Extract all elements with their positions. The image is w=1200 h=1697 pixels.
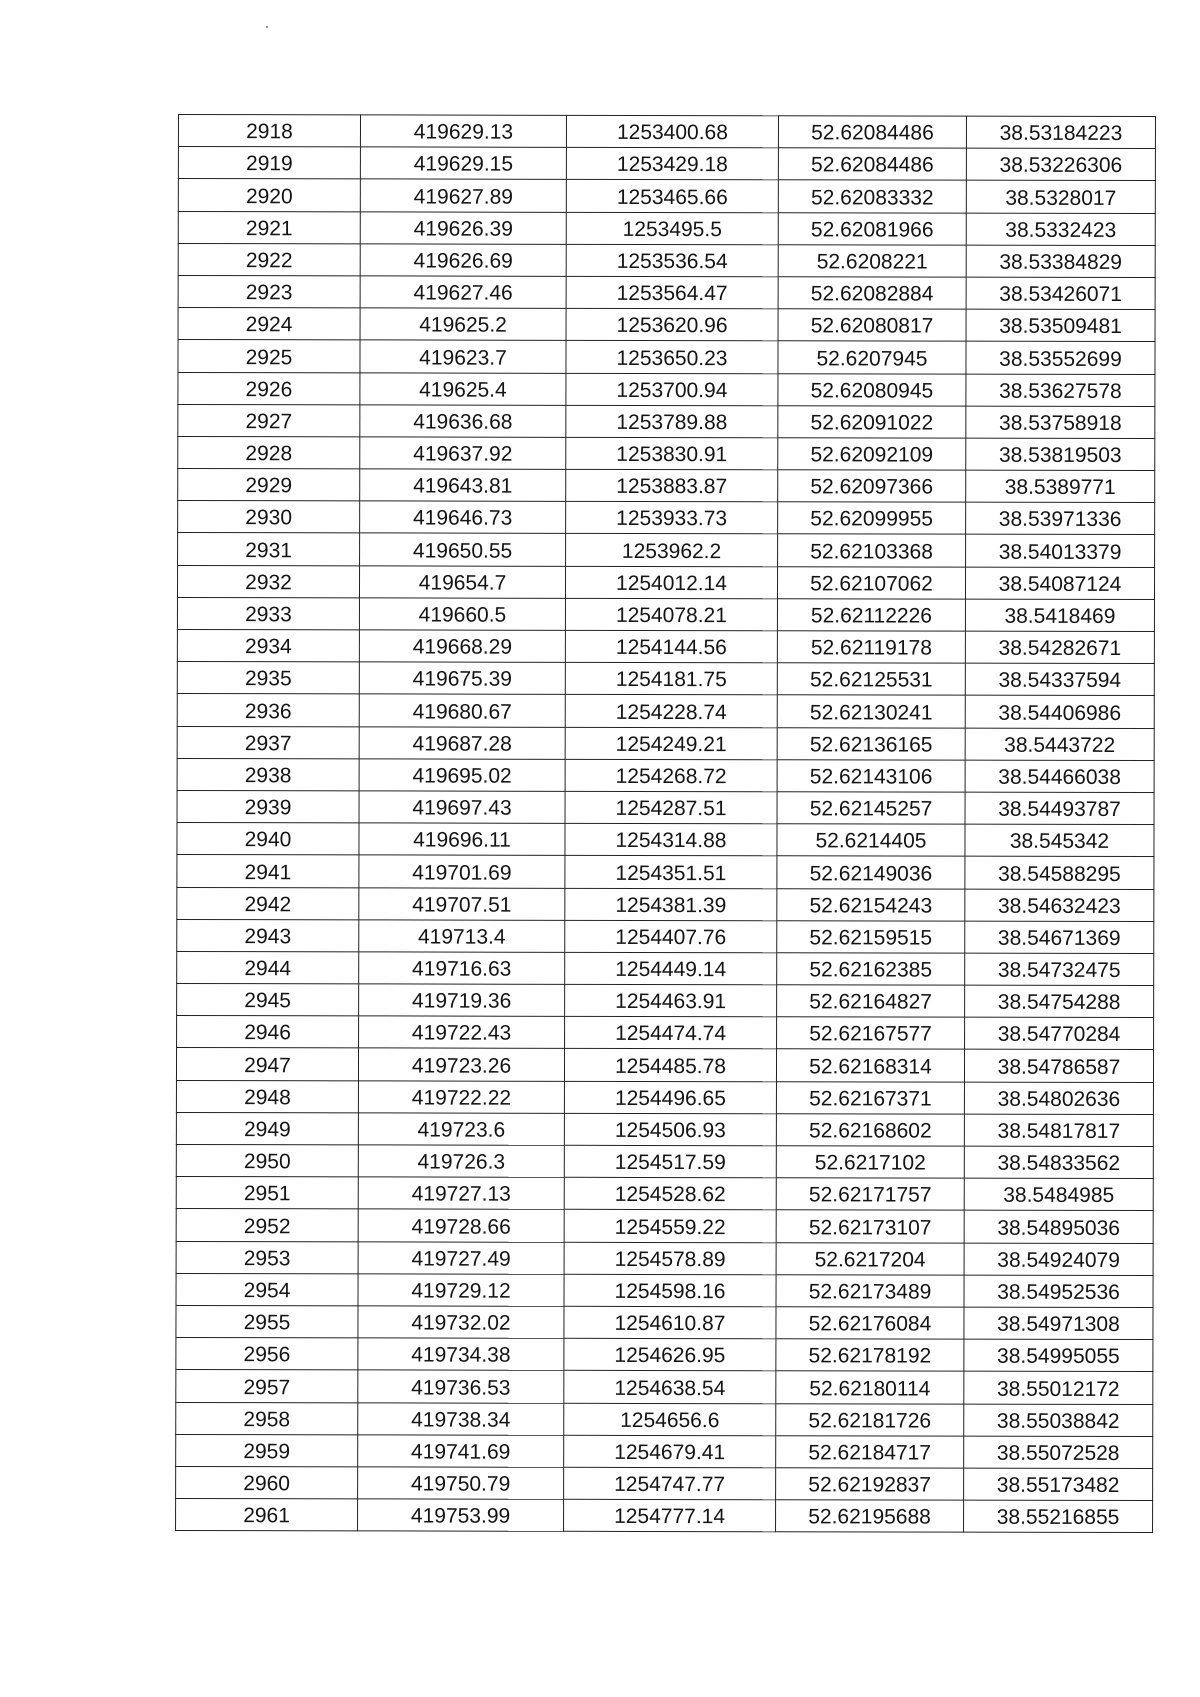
table-row — [177, 1016, 1154, 1050]
latitude-cell: 52.62167371 — [776, 1081, 964, 1114]
y-coordinate-cell: 1254474.74 — [565, 1017, 777, 1050]
point-number-cell: 2961 — [176, 1499, 358, 1532]
point-number-cell: 2952 — [176, 1209, 358, 1242]
x-coordinate-cell: 419680.67 — [359, 694, 565, 727]
table-row — [176, 1241, 1153, 1275]
y-coordinate-cell: 1253465.66 — [566, 180, 778, 213]
y-coordinate-cell: 1254517.59 — [564, 1145, 776, 1178]
y-coordinate-cell: 1254638.54 — [564, 1371, 776, 1404]
point-number-cell: 2937 — [177, 726, 359, 759]
y-coordinate-cell: 1253495.5 — [566, 212, 778, 245]
point-number-cell: 2924 — [178, 308, 360, 341]
point-number-cell: 2929 — [178, 469, 360, 502]
x-coordinate-cell: 419650.55 — [360, 533, 566, 566]
table-row — [176, 1305, 1153, 1339]
x-coordinate-cell: 419637.92 — [360, 437, 566, 470]
table-row — [176, 1402, 1153, 1436]
longitude-cell: 38.54754288 — [965, 985, 1154, 1018]
point-number-cell: 2921 — [178, 211, 360, 244]
x-coordinate-cell: 419722.43 — [359, 1016, 565, 1049]
x-coordinate-cell: 419729.12 — [358, 1274, 564, 1307]
table-row — [177, 629, 1154, 663]
longitude-cell: 38.53971336 — [966, 502, 1155, 535]
longitude-cell: 38.54786587 — [964, 1050, 1153, 1083]
table-row — [176, 1434, 1153, 1468]
x-coordinate-cell: 419660.5 — [359, 598, 565, 631]
x-coordinate-cell: 419741.69 — [358, 1435, 564, 1468]
point-number-cell: 2959 — [176, 1434, 358, 1467]
latitude-cell: 52.62103368 — [778, 534, 966, 567]
longitude-cell: 38.5389771 — [966, 470, 1155, 503]
y-coordinate-cell: 1254407.76 — [565, 920, 777, 953]
latitude-cell: 52.62149036 — [777, 856, 965, 889]
table-row — [176, 1370, 1153, 1404]
y-coordinate-cell: 1254626.95 — [564, 1338, 776, 1371]
latitude-cell: 52.6207945 — [778, 341, 966, 374]
latitude-cell: 52.62084486 — [778, 148, 966, 181]
y-coordinate-cell: 1254656.6 — [564, 1403, 776, 1436]
latitude-cell: 52.62083332 — [778, 180, 966, 213]
y-coordinate-cell: 1254598.16 — [564, 1274, 776, 1307]
latitude-cell: 52.62119178 — [777, 631, 965, 664]
x-coordinate-cell: 419713.4 — [359, 920, 565, 953]
point-number-cell: 2928 — [178, 436, 360, 469]
longitude-cell: 38.53758918 — [966, 406, 1155, 439]
x-coordinate-cell: 419636.68 — [360, 405, 566, 438]
table-row — [178, 179, 1155, 213]
latitude-cell: 52.62080817 — [778, 309, 966, 342]
coordinates-table — [175, 114, 1156, 1533]
table-row — [177, 662, 1154, 696]
latitude-cell: 52.62176084 — [776, 1307, 964, 1340]
longitude-cell: 38.55216855 — [964, 1500, 1153, 1533]
longitude-cell: 38.54895036 — [964, 1211, 1153, 1244]
table-row — [177, 790, 1154, 824]
y-coordinate-cell: 1253400.68 — [566, 115, 778, 148]
latitude-cell: 52.62173489 — [776, 1275, 964, 1308]
latitude-cell: 52.62159515 — [777, 920, 965, 953]
point-number-cell: 2954 — [176, 1273, 358, 1306]
x-coordinate-cell: 419753.99 — [358, 1499, 564, 1532]
point-number-cell: 2953 — [176, 1241, 358, 1274]
x-coordinate-cell: 419627.89 — [360, 179, 566, 212]
x-coordinate-cell: 419646.73 — [360, 501, 566, 534]
point-number-cell: 2940 — [177, 823, 359, 856]
longitude-cell: 38.54087124 — [965, 567, 1154, 600]
latitude-cell: 52.62097366 — [778, 470, 966, 503]
point-number-cell: 2922 — [178, 243, 360, 276]
point-number-cell: 2957 — [176, 1370, 358, 1403]
y-coordinate-cell: 1254747.77 — [564, 1467, 776, 1500]
y-coordinate-cell: 1254610.87 — [564, 1306, 776, 1339]
latitude-cell: 52.62171757 — [776, 1178, 964, 1211]
table-row — [177, 597, 1154, 631]
y-coordinate-cell: 1254578.89 — [564, 1242, 776, 1275]
longitude-cell: 38.54995055 — [964, 1339, 1153, 1372]
y-coordinate-cell: 1254381.39 — [565, 888, 777, 921]
longitude-cell: 38.55173482 — [964, 1468, 1153, 1501]
point-number-cell: 2951 — [176, 1177, 358, 1210]
table-row — [178, 243, 1155, 277]
table-row — [178, 308, 1155, 342]
table-row — [177, 887, 1154, 921]
table-row — [178, 469, 1155, 503]
x-coordinate-cell: 419734.38 — [358, 1338, 564, 1371]
latitude-cell: 52.6217102 — [776, 1146, 964, 1179]
x-coordinate-cell: 419707.51 — [359, 887, 565, 920]
point-number-cell: 2923 — [178, 275, 360, 308]
y-coordinate-cell: 1254314.88 — [565, 823, 777, 856]
table-row — [177, 984, 1154, 1018]
latitude-cell: 52.62099955 — [778, 502, 966, 535]
x-coordinate-cell: 419626.69 — [360, 244, 566, 277]
latitude-cell: 52.62178192 — [776, 1339, 964, 1372]
y-coordinate-cell: 1253620.96 — [566, 308, 778, 341]
y-coordinate-cell: 1253933.73 — [566, 502, 778, 535]
point-number-cell: 2936 — [177, 694, 359, 727]
latitude-cell: 52.62107062 — [777, 566, 965, 599]
coordinates-table-body — [176, 115, 1156, 1533]
table-row — [178, 147, 1155, 181]
point-number-cell: 2941 — [177, 855, 359, 888]
point-number-cell: 2938 — [177, 758, 359, 791]
point-number-cell: 2947 — [176, 1048, 358, 1081]
table-row — [177, 565, 1154, 599]
longitude-cell: 38.54337594 — [965, 663, 1154, 696]
y-coordinate-cell: 1254559.22 — [564, 1210, 776, 1243]
longitude-cell: 38.53426071 — [966, 277, 1155, 310]
latitude-cell: 52.62180114 — [776, 1371, 964, 1404]
y-coordinate-cell: 1254777.14 — [564, 1499, 776, 1532]
point-number-cell: 2960 — [176, 1466, 358, 1499]
latitude-cell: 52.62143106 — [777, 760, 965, 793]
latitude-cell: 52.62181726 — [776, 1403, 964, 1436]
longitude-cell: 38.54671369 — [965, 921, 1154, 954]
table-row — [178, 115, 1155, 149]
x-coordinate-cell: 419695.02 — [359, 759, 565, 792]
y-coordinate-cell: 1253536.54 — [566, 244, 778, 277]
y-coordinate-cell: 1254181.75 — [565, 663, 777, 696]
point-number-cell: 2946 — [177, 1016, 359, 1049]
point-number-cell: 2958 — [176, 1402, 358, 1435]
y-coordinate-cell: 1254506.93 — [564, 1113, 776, 1146]
latitude-cell: 52.62195688 — [776, 1500, 964, 1533]
x-coordinate-cell: 419719.36 — [359, 984, 565, 1017]
point-number-cell: 2944 — [177, 951, 359, 984]
longitude-cell: 38.54833562 — [964, 1146, 1153, 1179]
latitude-cell: 52.62192837 — [776, 1468, 964, 1501]
y-coordinate-cell: 1254679.41 — [564, 1435, 776, 1468]
point-number-cell: 2939 — [177, 790, 359, 823]
point-number-cell: 2956 — [176, 1338, 358, 1371]
x-coordinate-cell: 419668.29 — [359, 630, 565, 663]
point-number-cell: 2927 — [178, 404, 360, 437]
y-coordinate-cell: 1254078.21 — [565, 598, 777, 631]
x-coordinate-cell: 419727.13 — [358, 1177, 564, 1210]
x-coordinate-cell: 419654.7 — [359, 566, 565, 599]
x-coordinate-cell: 419727.49 — [358, 1241, 564, 1274]
longitude-cell: 38.53552699 — [966, 341, 1155, 374]
table-row — [177, 726, 1154, 760]
y-coordinate-cell: 1253883.87 — [566, 469, 778, 502]
y-coordinate-cell: 1254528.62 — [564, 1177, 776, 1210]
table-row — [176, 1499, 1153, 1533]
point-number-cell: 2930 — [178, 501, 360, 534]
latitude-cell: 52.62112226 — [777, 599, 965, 632]
table-row — [178, 340, 1155, 374]
longitude-cell: 38.54802636 — [964, 1082, 1153, 1115]
latitude-cell: 52.62084486 — [778, 116, 966, 149]
latitude-cell: 52.62136165 — [777, 727, 965, 760]
scan-speck — [266, 26, 268, 28]
longitude-cell: 38.5328017 — [966, 181, 1155, 214]
y-coordinate-cell: 1253830.91 — [566, 437, 778, 470]
point-number-cell: 2933 — [177, 597, 359, 630]
table-row — [178, 404, 1155, 438]
point-number-cell: 2955 — [176, 1305, 358, 1338]
x-coordinate-cell: 419696.11 — [359, 823, 565, 856]
latitude-cell: 52.6214405 — [777, 824, 965, 857]
longitude-cell: 38.55038842 — [964, 1404, 1153, 1437]
point-number-cell: 2919 — [178, 147, 360, 180]
x-coordinate-cell: 419738.34 — [358, 1402, 564, 1435]
y-coordinate-cell: 1254012.14 — [565, 566, 777, 599]
longitude-cell: 38.54971308 — [964, 1307, 1153, 1340]
point-number-cell: 2942 — [177, 887, 359, 920]
x-coordinate-cell: 419629.13 — [360, 115, 566, 148]
longitude-cell: 38.5418469 — [965, 599, 1154, 632]
table-row — [176, 1048, 1153, 1082]
point-number-cell: 2943 — [177, 919, 359, 952]
y-coordinate-cell: 1253789.88 — [566, 405, 778, 438]
x-coordinate-cell: 419697.43 — [359, 791, 565, 824]
x-coordinate-cell: 419629.15 — [360, 147, 566, 180]
table-row — [177, 919, 1154, 953]
table-row — [176, 1144, 1153, 1178]
longitude-cell: 38.54406986 — [965, 696, 1154, 729]
longitude-cell: 38.54632423 — [965, 889, 1154, 922]
table-row — [176, 1209, 1153, 1243]
point-number-cell: 2948 — [176, 1080, 358, 1113]
x-coordinate-cell: 419736.53 — [358, 1370, 564, 1403]
latitude-cell: 52.62145257 — [777, 792, 965, 825]
y-coordinate-cell: 1254449.14 — [565, 952, 777, 985]
x-coordinate-cell: 419675.39 — [359, 662, 565, 695]
latitude-cell: 52.62154243 — [777, 888, 965, 921]
point-number-cell: 2925 — [178, 340, 360, 373]
latitude-cell: 52.62130241 — [777, 695, 965, 728]
longitude-cell: 38.53509481 — [966, 309, 1155, 342]
y-coordinate-cell: 1253650.23 — [566, 341, 778, 374]
latitude-cell: 52.62164827 — [777, 985, 965, 1018]
y-coordinate-cell: 1254249.21 — [565, 727, 777, 760]
table-row — [177, 758, 1154, 792]
longitude-cell: 38.54924079 — [964, 1243, 1153, 1276]
table-row — [176, 1338, 1153, 1372]
x-coordinate-cell: 419726.3 — [358, 1145, 564, 1178]
y-coordinate-cell: 1254228.74 — [565, 695, 777, 728]
table-row — [176, 1112, 1153, 1146]
longitude-cell: 38.5332423 — [966, 213, 1155, 246]
table-row — [178, 533, 1155, 567]
table-row — [178, 436, 1155, 470]
x-coordinate-cell: 419626.39 — [360, 211, 566, 244]
latitude-cell: 52.62184717 — [776, 1435, 964, 1468]
latitude-cell: 52.62092109 — [778, 438, 966, 471]
latitude-cell: 52.62081966 — [778, 212, 966, 245]
latitude-cell: 52.6217204 — [776, 1242, 964, 1275]
table-row — [177, 694, 1154, 728]
x-coordinate-cell: 419728.66 — [358, 1209, 564, 1242]
longitude-cell: 38.54952536 — [964, 1275, 1153, 1308]
latitude-cell: 52.62080945 — [778, 373, 966, 406]
latitude-cell: 52.62125531 — [777, 663, 965, 696]
table-row — [176, 1080, 1153, 1114]
y-coordinate-cell: 1254144.56 — [565, 630, 777, 663]
longitude-cell: 38.54493787 — [965, 792, 1154, 825]
table-row — [177, 951, 1154, 985]
point-number-cell: 2920 — [178, 179, 360, 212]
point-number-cell: 2926 — [178, 372, 360, 405]
longitude-cell: 38.55012172 — [964, 1371, 1153, 1404]
point-number-cell: 2935 — [177, 662, 359, 695]
latitude-cell: 52.62173107 — [776, 1210, 964, 1243]
longitude-cell: 38.54013379 — [966, 535, 1155, 568]
point-number-cell: 2931 — [178, 533, 360, 566]
longitude-cell: 38.53819503 — [966, 438, 1155, 471]
y-coordinate-cell: 1254496.65 — [564, 1081, 776, 1114]
point-number-cell: 2934 — [177, 629, 359, 662]
latitude-cell: 52.62082884 — [778, 277, 966, 310]
y-coordinate-cell: 1253429.18 — [566, 148, 778, 181]
longitude-cell: 38.54770284 — [965, 1017, 1154, 1050]
x-coordinate-cell: 419750.79 — [358, 1467, 564, 1500]
point-number-cell: 2945 — [177, 984, 359, 1017]
y-coordinate-cell: 1253962.2 — [566, 534, 778, 567]
latitude-cell: 52.62168314 — [776, 1049, 964, 1082]
y-coordinate-cell: 1254351.51 — [565, 856, 777, 889]
table-row — [176, 1177, 1153, 1211]
x-coordinate-cell: 419701.69 — [359, 855, 565, 888]
latitude-cell: 52.62167577 — [777, 1017, 965, 1050]
x-coordinate-cell: 419625.2 — [360, 308, 566, 341]
longitude-cell: 38.5484985 — [964, 1178, 1153, 1211]
longitude-cell: 38.53627578 — [966, 374, 1155, 407]
table-row — [176, 1273, 1153, 1307]
table-row — [178, 372, 1155, 406]
x-coordinate-cell: 419623.7 — [360, 340, 566, 373]
point-number-cell: 2932 — [177, 565, 359, 598]
y-coordinate-cell: 1254268.72 — [565, 759, 777, 792]
y-coordinate-cell: 1253564.47 — [566, 276, 778, 309]
longitude-cell: 38.53184223 — [966, 116, 1155, 149]
x-coordinate-cell: 419723.6 — [358, 1113, 564, 1146]
y-coordinate-cell: 1253700.94 — [566, 373, 778, 406]
x-coordinate-cell: 419716.63 — [359, 952, 565, 985]
x-coordinate-cell: 419722.22 — [358, 1081, 564, 1114]
table-row — [178, 211, 1155, 245]
table-row — [177, 855, 1154, 889]
longitude-cell: 38.54588295 — [965, 856, 1154, 889]
longitude-cell: 38.545342 — [965, 824, 1154, 857]
latitude-cell: 52.62091022 — [778, 405, 966, 438]
x-coordinate-cell: 419723.26 — [358, 1048, 564, 1081]
longitude-cell: 38.53226306 — [966, 148, 1155, 181]
table-row — [178, 501, 1155, 535]
point-number-cell: 2950 — [176, 1144, 358, 1177]
x-coordinate-cell: 419687.28 — [359, 726, 565, 759]
latitude-cell: 52.62162385 — [777, 953, 965, 986]
x-coordinate-cell: 419732.02 — [358, 1306, 564, 1339]
table-row — [177, 823, 1154, 857]
longitude-cell: 38.54732475 — [965, 953, 1154, 986]
table-row — [178, 275, 1155, 309]
longitude-cell: 38.54817817 — [964, 1114, 1153, 1147]
x-coordinate-cell: 419625.4 — [360, 372, 566, 405]
point-number-cell: 2918 — [178, 115, 360, 148]
longitude-cell: 38.54466038 — [965, 760, 1154, 793]
longitude-cell: 38.5443722 — [965, 728, 1154, 761]
x-coordinate-cell: 419643.81 — [360, 469, 566, 502]
longitude-cell: 38.54282671 — [965, 631, 1154, 664]
y-coordinate-cell: 1254287.51 — [565, 791, 777, 824]
longitude-cell: 38.53384829 — [966, 245, 1155, 278]
x-coordinate-cell: 419627.46 — [360, 276, 566, 309]
latitude-cell: 52.62168602 — [776, 1114, 964, 1147]
point-number-cell: 2949 — [176, 1112, 358, 1145]
longitude-cell: 38.55072528 — [964, 1436, 1153, 1469]
y-coordinate-cell: 1254485.78 — [564, 1049, 776, 1082]
latitude-cell: 52.6208221 — [778, 245, 966, 278]
table-row — [176, 1466, 1153, 1500]
y-coordinate-cell: 1254463.91 — [565, 984, 777, 1017]
